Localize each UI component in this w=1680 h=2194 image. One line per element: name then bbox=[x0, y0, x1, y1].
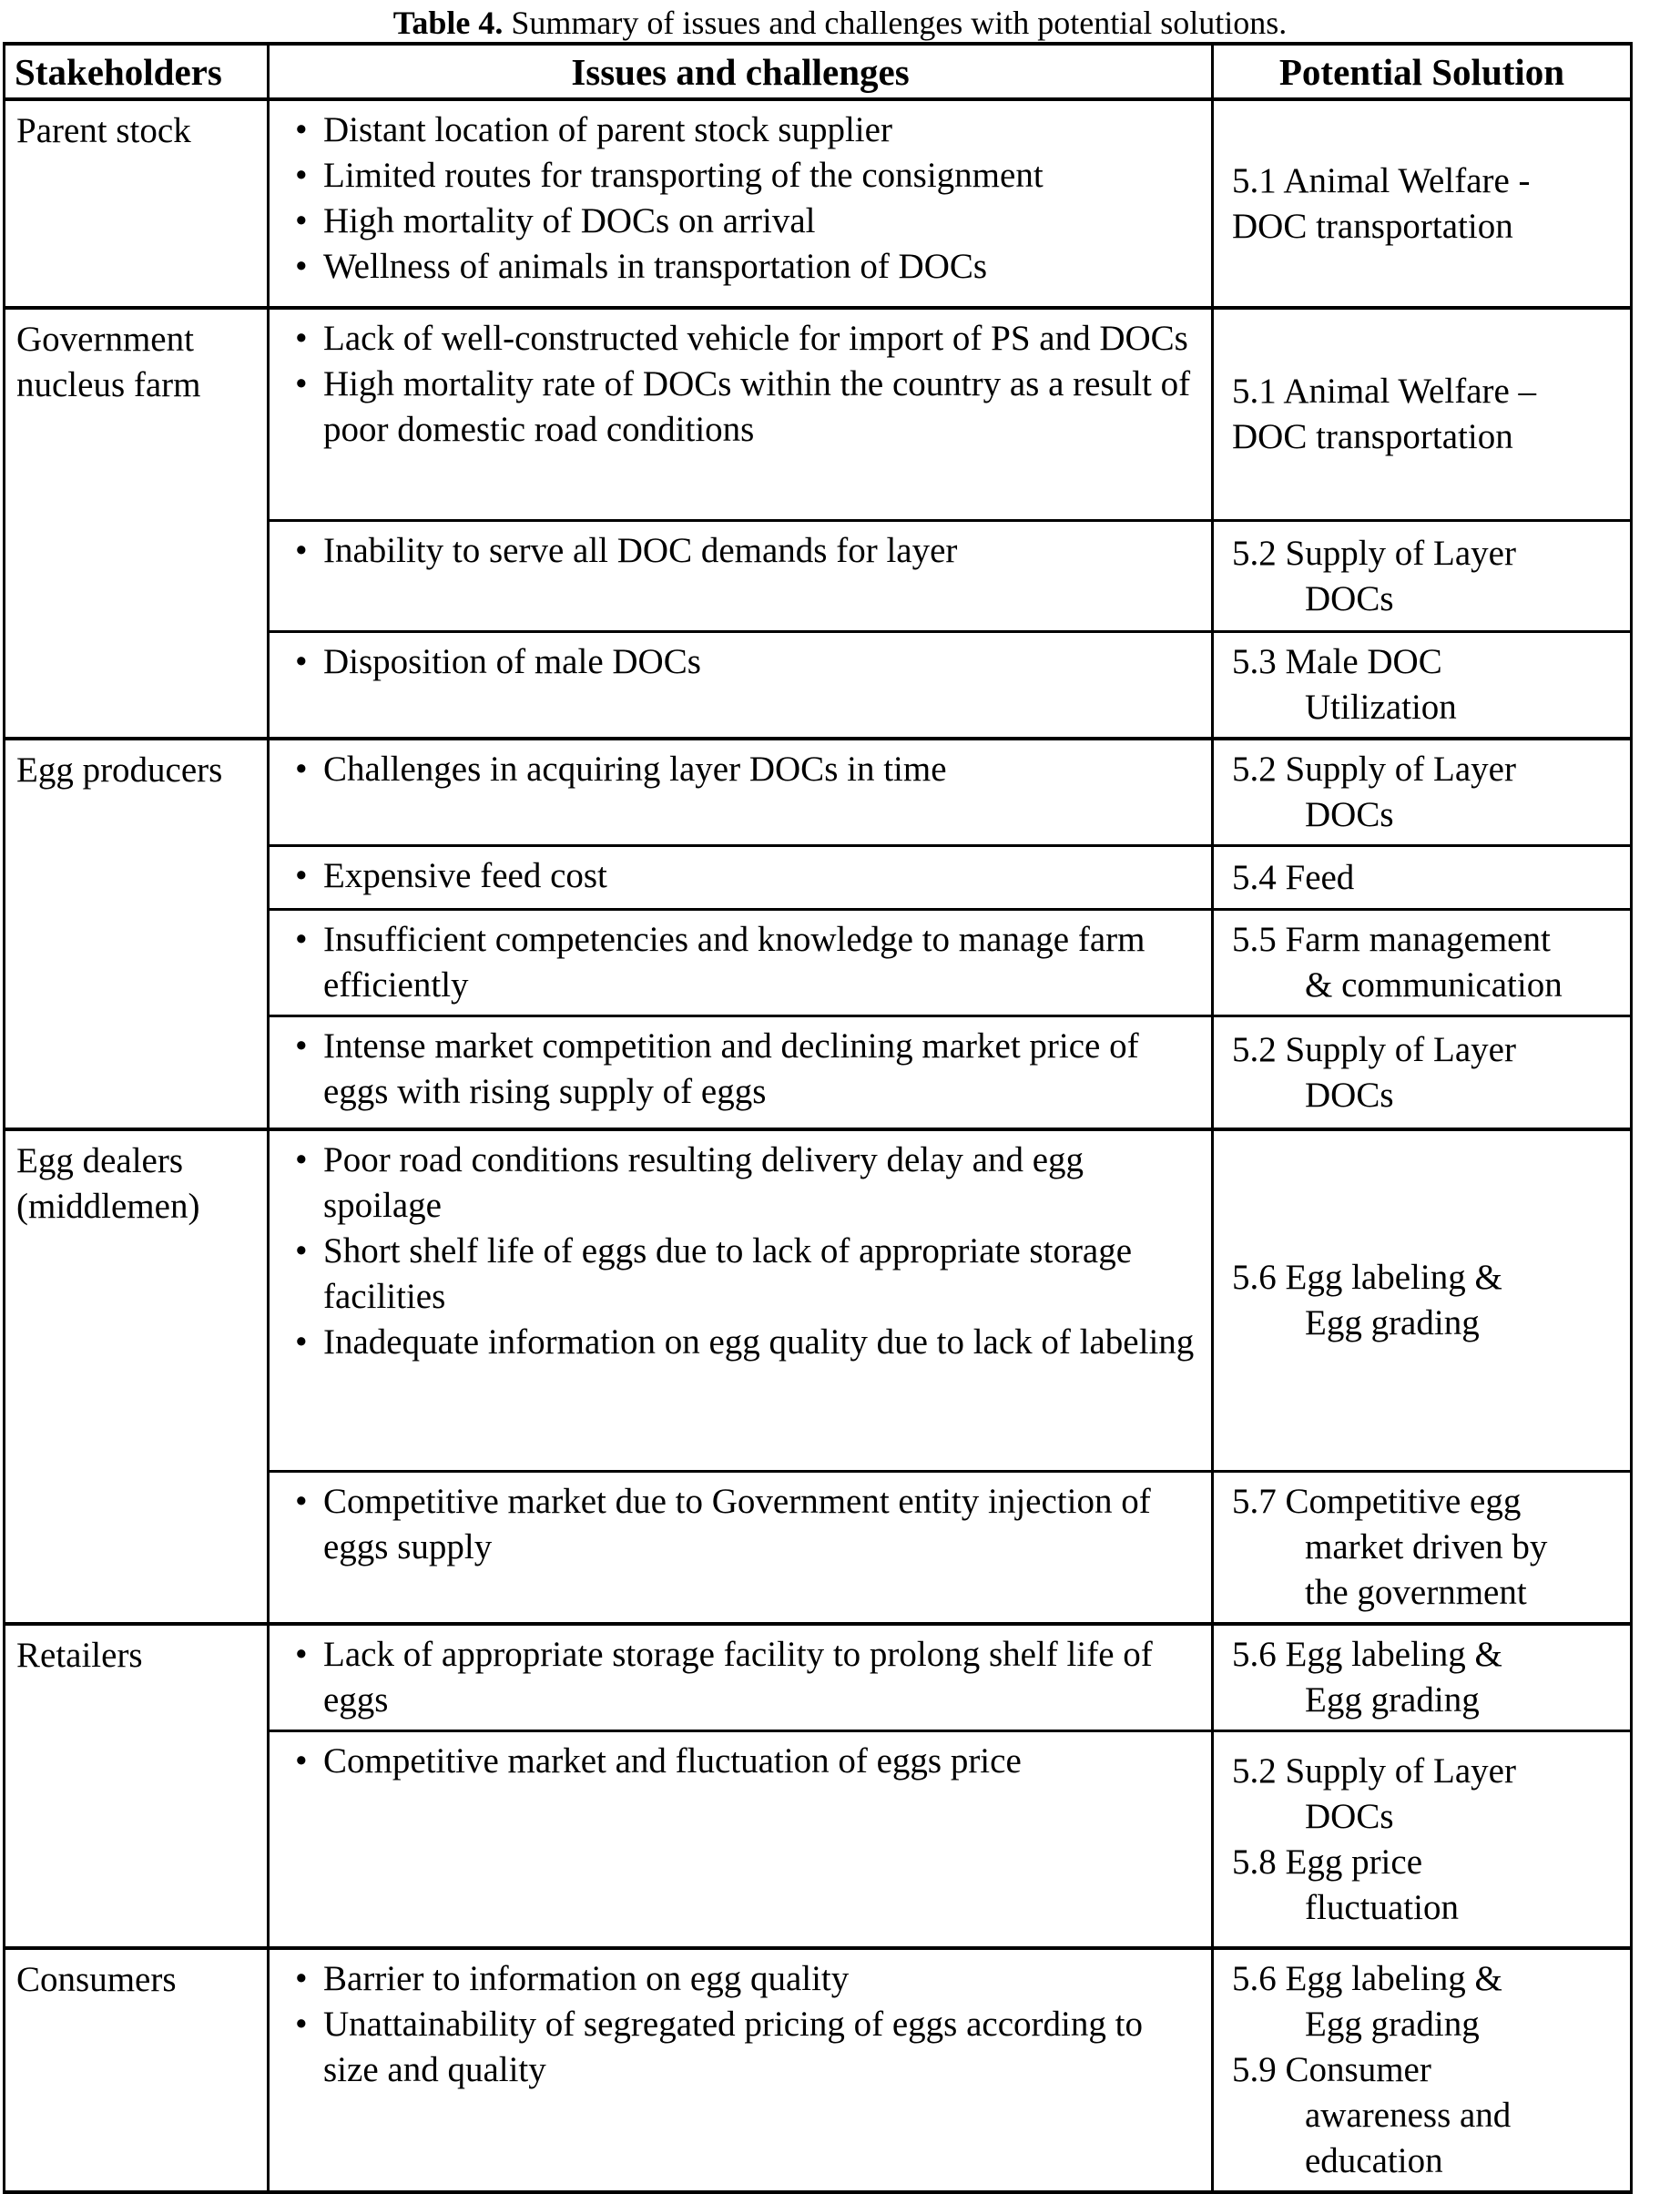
solution-line: DOC transportation bbox=[1232, 206, 1513, 246]
issue-item: • Disposition of male DOCs bbox=[295, 639, 1198, 685]
solution-cell bbox=[1214, 519, 1630, 630]
issue-item: • Insufficient competencies and knowledge to manage farm efficiently bbox=[295, 917, 1198, 1008]
stakeholder-cell: Consumers bbox=[5, 1950, 270, 2190]
issues-list bbox=[295, 1956, 1198, 2093]
stakeholder-section bbox=[5, 1622, 1630, 1946]
issue-item: • Poor road conditions resulting delivery delay and egg spoilage bbox=[295, 1138, 1198, 1229]
issue-item: • Lack of well-constructed vehicle for import of PS and DOCs bbox=[295, 316, 1198, 362]
issues-list bbox=[295, 1024, 1198, 1115]
issue-item: • Competitive market due to Government entity injection of eggs supply bbox=[295, 1479, 1198, 1570]
solution-line: DOCs bbox=[1305, 578, 1394, 618]
stakeholder-cell: Egg dealers (middlemen) bbox=[5, 1131, 270, 1622]
issues-cell bbox=[270, 630, 1214, 737]
solution-cell bbox=[1214, 740, 1630, 844]
issue-item: • Unattainability of segregated pricing of eggs according to size and quality bbox=[295, 2002, 1198, 2093]
solution-line: fluctuation bbox=[1305, 1887, 1459, 1927]
issues-list bbox=[295, 528, 1198, 574]
issues-cell bbox=[270, 1131, 1214, 1470]
solution-cell bbox=[1214, 310, 1630, 519]
issue-item: • High mortality of DOCs on arrival bbox=[295, 199, 1198, 244]
issues-solutions-table bbox=[3, 42, 1633, 2194]
solution-cell bbox=[1214, 1626, 1630, 1730]
issues-cell bbox=[270, 844, 1214, 908]
solution-line: 5.9 Consumer bbox=[1232, 2050, 1431, 2089]
issue-item: • Distant location of parent stock supplier bbox=[295, 107, 1198, 153]
solution-cell bbox=[1214, 844, 1630, 908]
table-body bbox=[5, 101, 1630, 2190]
solution-line: 5.2 Supply of Layer bbox=[1232, 533, 1516, 573]
issue-item: • Barrier to information on egg quality bbox=[295, 1956, 1198, 2002]
issue-item: • Challenges in acquiring layer DOCs in time bbox=[295, 747, 1198, 792]
solution-line: 5.3 Male DOC bbox=[1232, 642, 1442, 681]
solution-line: Egg grading bbox=[1305, 1680, 1480, 1719]
issue-item: • Expensive feed cost bbox=[295, 853, 1198, 899]
issues-cell bbox=[270, 519, 1214, 630]
issues-list bbox=[295, 747, 1198, 792]
solution-line: 5.6 Egg labeling & bbox=[1232, 1635, 1502, 1674]
issues-list bbox=[295, 107, 1198, 290]
solution-line: the government bbox=[1305, 1573, 1527, 1612]
issue-item: • Wellness of animals in transportation of DOCs bbox=[295, 244, 1198, 290]
solution-cell bbox=[1214, 630, 1630, 737]
solution-line: 5.5 Farm management bbox=[1232, 920, 1551, 959]
solution-line: 5.1 Animal Welfare - bbox=[1232, 160, 1531, 200]
column-header-issues: Issues and challenges bbox=[270, 46, 1214, 97]
solution-line: 5.6 Egg labeling & bbox=[1232, 1959, 1502, 1998]
issues-list bbox=[295, 1632, 1198, 1723]
solution-line: 5.2 Supply of Layer bbox=[1232, 750, 1516, 789]
issue-item: • Inability to serve all DOC demands for layer bbox=[295, 528, 1198, 574]
solution-line: DOCs bbox=[1305, 795, 1394, 834]
solution-cell bbox=[1214, 908, 1630, 1015]
stakeholder-section bbox=[5, 101, 1630, 306]
issues-list bbox=[295, 316, 1198, 453]
column-header-solution: Potential Solution bbox=[1278, 50, 1565, 93]
solution-line: 5.2 Supply of Layer bbox=[1232, 1750, 1516, 1791]
issue-item: • Inadequate information on egg quality due to lack of labeling bbox=[295, 1320, 1198, 1365]
table-header-row bbox=[5, 46, 1630, 101]
solution-line: DOC transportation bbox=[1232, 417, 1513, 456]
solution-cell bbox=[1214, 1730, 1630, 1946]
solution-line: education bbox=[1305, 2141, 1443, 2180]
issues-list bbox=[295, 1479, 1198, 1570]
column-header-stakeholders: Stakeholders bbox=[5, 46, 270, 97]
solution-line: 5.6 Egg labeling & bbox=[1232, 1258, 1502, 1297]
solution-line: 5.1 Animal Welfare – bbox=[1232, 372, 1537, 411]
issues-cell bbox=[270, 908, 1214, 1015]
issue-item: • Limited routes for transporting of the consignment bbox=[295, 153, 1198, 199]
solution-line: DOCs bbox=[1305, 1796, 1394, 1836]
solution-line: awareness and bbox=[1305, 2096, 1512, 2135]
issues-list bbox=[295, 1138, 1198, 1365]
issues-cell bbox=[270, 310, 1214, 519]
stakeholder-section bbox=[5, 306, 1630, 737]
table-caption bbox=[0, 0, 1680, 42]
solution-line: Utilization bbox=[1305, 688, 1457, 727]
issues-cell bbox=[270, 1730, 1214, 1946]
solution-cell bbox=[1214, 1015, 1630, 1128]
issues-cell bbox=[270, 1470, 1214, 1622]
solution-line: Egg grading bbox=[1305, 2005, 1480, 2044]
solution-line: 5.4 Feed bbox=[1232, 857, 1355, 897]
issues-cell bbox=[270, 740, 1214, 844]
issue-item: • Intense market competition and declining market price of eggs with rising supply of eggs bbox=[295, 1024, 1198, 1115]
stakeholder-cell: Parent stock bbox=[5, 101, 270, 306]
stakeholder-section bbox=[5, 1128, 1630, 1622]
solution-cell bbox=[1214, 1950, 1630, 2190]
stakeholder-cell: Retailers bbox=[5, 1626, 270, 1946]
solution-line: Egg grading bbox=[1305, 1303, 1480, 1342]
issues-cell bbox=[270, 1626, 1214, 1730]
stakeholder-cell: Egg producers bbox=[5, 740, 270, 1128]
issues-list bbox=[295, 853, 1198, 899]
issue-item: • Competitive market and fluctuation of eggs price bbox=[295, 1739, 1198, 1784]
solution-line: 5.2 Supply of Layer bbox=[1232, 1029, 1516, 1069]
issue-item: • Lack of appropriate storage facility to prolong shelf life of eggs bbox=[295, 1632, 1198, 1723]
solution-line: 5.8 Egg price bbox=[1232, 1842, 1423, 1882]
solution-line: market driven by bbox=[1305, 1527, 1548, 1566]
issues-list bbox=[295, 639, 1198, 685]
solution-line: DOCs bbox=[1305, 1075, 1394, 1115]
stakeholder-section bbox=[5, 737, 1630, 1128]
issues-list bbox=[295, 917, 1198, 1008]
stakeholder-section bbox=[5, 1946, 1630, 2190]
issue-item: • Short shelf life of eggs due to lack of appropriate storage facilities bbox=[295, 1229, 1198, 1320]
stakeholder-cell: Government nucleus farm bbox=[5, 310, 270, 737]
solution-cell bbox=[1214, 101, 1630, 306]
solution-line: & communication bbox=[1305, 965, 1563, 1005]
issue-item: • High mortality rate of DOCs within the country as a result of poor domestic road conditions bbox=[295, 362, 1198, 453]
solution-line: 5.7 Competitive egg bbox=[1232, 1482, 1522, 1521]
issues-cell bbox=[270, 1950, 1214, 2190]
issues-cell bbox=[270, 1015, 1214, 1128]
solution-cell bbox=[1214, 1131, 1630, 1470]
issues-cell bbox=[270, 101, 1214, 306]
table-caption-text: Summary of issues and challenges with potential solutions. bbox=[511, 5, 1288, 41]
table-caption-label: Table 4. bbox=[392, 5, 504, 41]
issues-list bbox=[295, 1739, 1198, 1784]
solution-cell bbox=[1214, 1470, 1630, 1622]
